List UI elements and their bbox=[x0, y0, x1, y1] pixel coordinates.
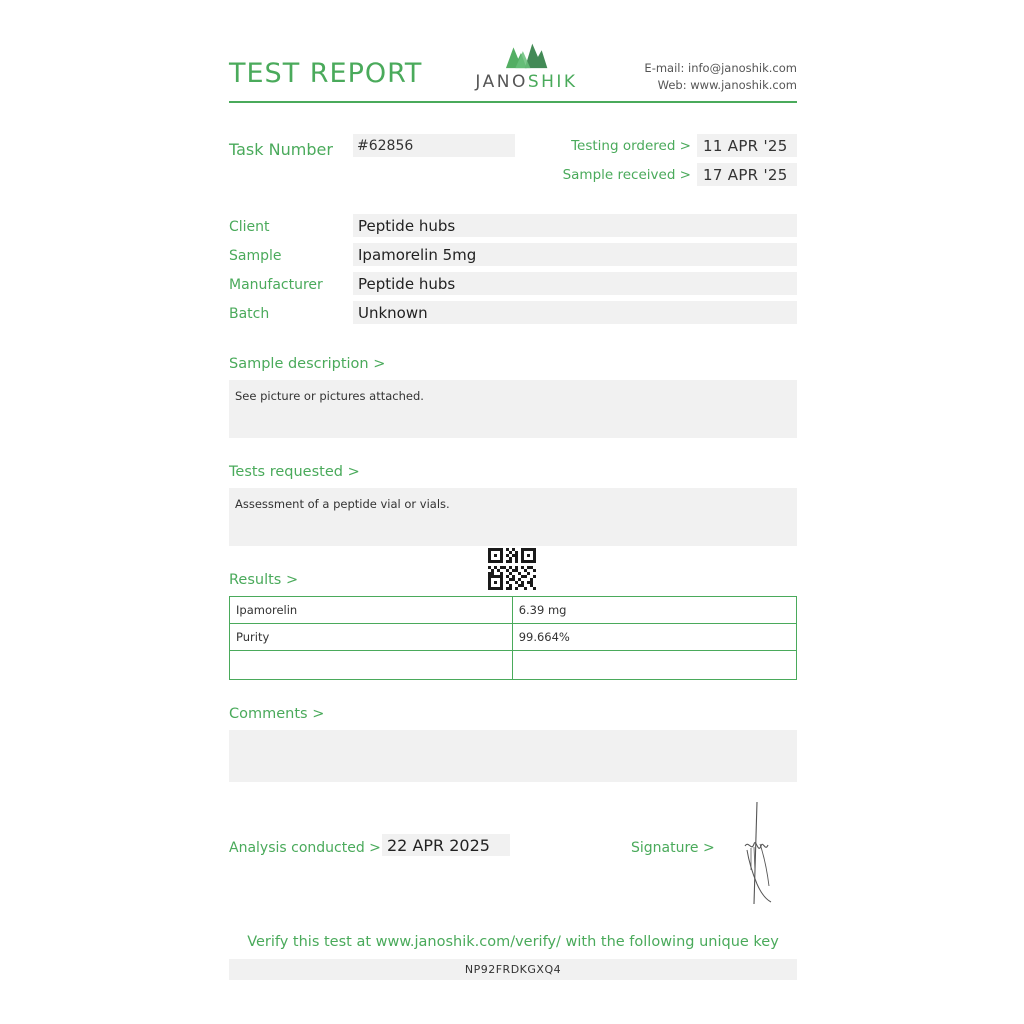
unique-key-value: NP92FRDKGXQ4 bbox=[229, 959, 797, 980]
report-footer bbox=[229, 818, 797, 918]
sample-description-box: See picture or pictures attached. bbox=[229, 380, 797, 438]
results-table bbox=[229, 596, 797, 680]
page-title: TEST REPORT bbox=[229, 58, 423, 89]
verify-text: Verify this test at www.janoshik.com/verify/ with the following unique key bbox=[247, 934, 779, 950]
header-divider bbox=[229, 101, 797, 103]
result-name: Purity bbox=[230, 624, 513, 651]
results-heading: Results > bbox=[229, 572, 299, 588]
sample-received-value: 17 APR '25 bbox=[697, 163, 797, 186]
testing-ordered-row bbox=[537, 134, 797, 163]
info-row-manufacturer bbox=[229, 272, 797, 301]
result-value bbox=[512, 651, 796, 680]
info-row-sample bbox=[229, 243, 797, 272]
sample-received-row bbox=[537, 163, 797, 192]
manufacturer-value: Peptide hubs bbox=[353, 272, 797, 295]
client-value: Peptide hubs bbox=[353, 214, 797, 237]
task-number-value: #62856 bbox=[353, 134, 515, 157]
result-value: 99.664% bbox=[512, 624, 796, 651]
dates-block bbox=[537, 134, 797, 192]
task-number-label: Task Number bbox=[229, 140, 333, 159]
testing-ordered-label: Testing ordered > bbox=[571, 138, 691, 154]
sample-value: Ipamorelin 5mg bbox=[353, 243, 797, 266]
report-sheet bbox=[229, 0, 797, 980]
info-row-batch bbox=[229, 301, 797, 330]
mountain-logo-icon bbox=[489, 38, 564, 70]
result-name: Ipamorelin bbox=[230, 597, 513, 624]
contact-info bbox=[644, 60, 797, 94]
analysis-conducted-value: 22 APR 2025 bbox=[382, 834, 510, 856]
sample-label: Sample bbox=[229, 248, 282, 264]
batch-value: Unknown bbox=[353, 301, 797, 324]
sample-description-heading: Sample description > bbox=[229, 356, 386, 372]
signature-icon bbox=[727, 800, 787, 908]
contact-email: E-mail: info@janoshik.com bbox=[644, 61, 797, 75]
logo-wordmark bbox=[469, 72, 584, 92]
batch-label: Batch bbox=[229, 306, 270, 322]
result-name bbox=[230, 651, 513, 680]
result-value: 6.39 mg bbox=[512, 597, 796, 624]
results-section bbox=[229, 572, 797, 680]
testing-ordered-value: 11 APR '25 bbox=[697, 134, 797, 157]
logo-wordmark-part2: SHIK bbox=[527, 72, 578, 92]
table-row bbox=[230, 651, 797, 680]
brand-logo bbox=[469, 38, 584, 92]
info-fields bbox=[229, 214, 797, 330]
report-header bbox=[229, 38, 797, 116]
logo-wordmark-part1: JANO bbox=[475, 72, 528, 92]
client-label: Client bbox=[229, 219, 270, 235]
tests-requested-box: Assessment of a peptide vial or vials. bbox=[229, 488, 797, 546]
table-row bbox=[230, 597, 797, 624]
comments-heading: Comments > bbox=[229, 706, 325, 722]
analysis-conducted-label: Analysis conducted > bbox=[229, 840, 381, 856]
comments-box bbox=[229, 730, 797, 782]
signature-label: Signature > bbox=[631, 840, 715, 856]
manufacturer-label: Manufacturer bbox=[229, 277, 323, 293]
table-row bbox=[230, 624, 797, 651]
tests-requested-heading: Tests requested > bbox=[229, 464, 360, 480]
contact-web: Web: www.janoshik.com bbox=[657, 78, 797, 92]
qr-code-icon bbox=[488, 548, 536, 590]
info-row-client bbox=[229, 214, 797, 243]
task-row bbox=[229, 134, 797, 190]
sample-received-label: Sample received > bbox=[562, 167, 691, 183]
